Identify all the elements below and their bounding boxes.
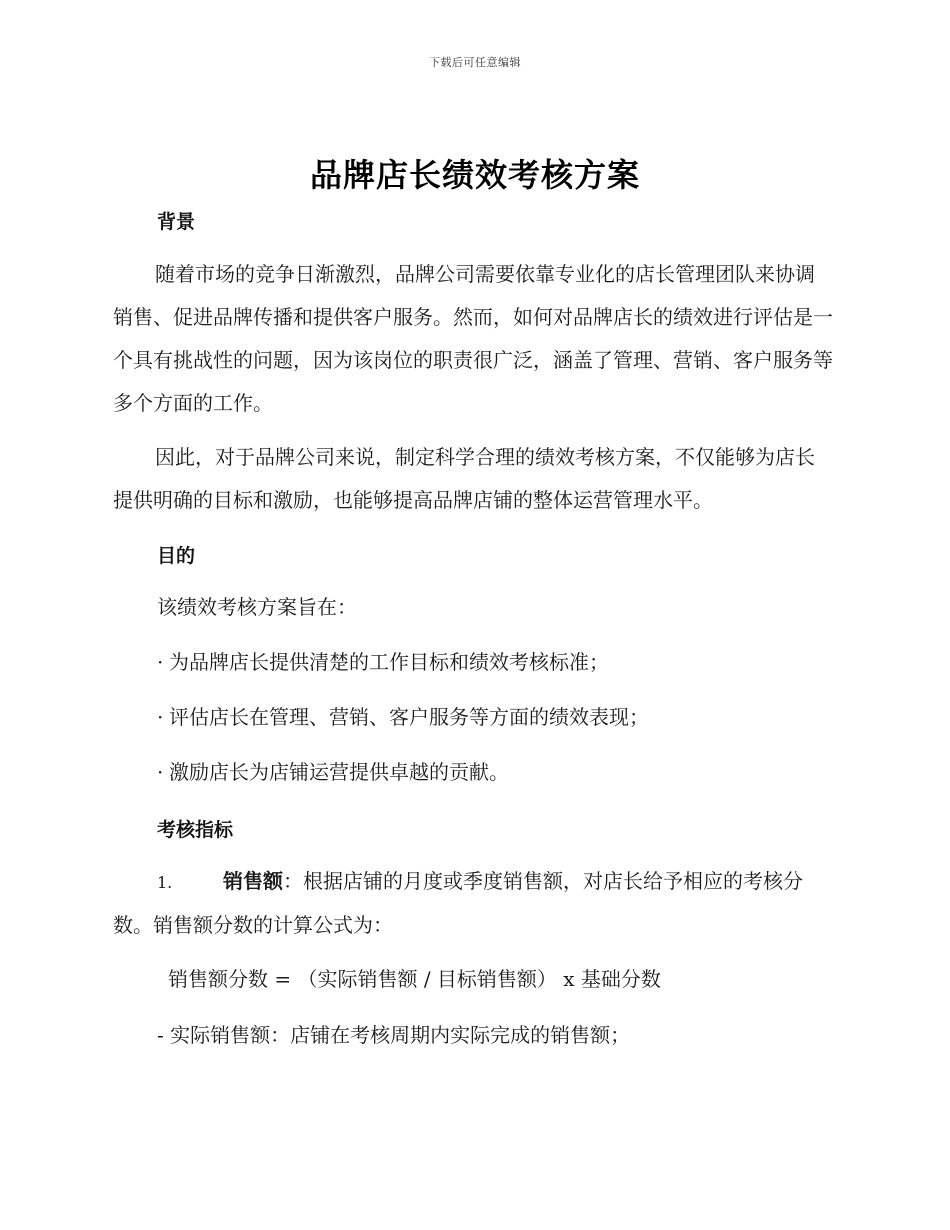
heading-purpose: 目的 [157,545,196,567]
bullet-marker: · [157,705,164,729]
header-note: 下载后可任意编辑 [429,56,521,69]
item-number: 1. [157,873,173,892]
bullet-text: 评估店长在管理、营销、客户服务等方面的绩效表现； [169,705,649,729]
bullet-marker: · [157,650,164,674]
heading-indicators: 考核指标 [157,819,234,841]
bullet-text: 激励店长为店铺运营提供卓越的贡献。 [169,760,509,784]
item-text: ：根据店铺的月度或季度销售额，对店长给予相应的考核分数。销售额分数的计算公式为： [113,869,803,937]
purpose-bullet-2 [157,702,649,732]
indicator-item-1 [113,860,833,947]
page-title: 品牌店长绩效考核方案 [309,156,640,194]
purpose-intro: 该绩效考核方案旨在： [157,595,357,619]
purpose-bullet-1 [157,647,609,677]
purpose-bullet-3 [157,757,509,787]
item-term: 销售额 [223,869,283,893]
actual-sales-definition: - 实际销售额：店铺在考核周期内实际完成的销售额； [157,1023,631,1047]
bullet-marker: · [157,760,164,784]
bullet-text: 为品牌店长提供清楚的工作目标和绩效考核标准； [169,650,609,674]
background-paragraph-2: 因此，对于品牌公司来说，制定科学合理的绩效考核方案，不仅能够为店长提供明确的目标和激励，也能够提高品牌店铺的整体运营管理水平。 [113,445,815,512]
heading-background: 背景 [157,211,196,233]
sales-score-formula: 销售额分数 = （实际销售额 / 目标销售额） x 基础分数 [168,967,661,991]
background-paragraph-1: 随着市场的竞争日渐激烈，品牌公司需要依靠专业化的店长管理团队来协调销售、促进品牌传播和提供客户服务。然而，如何对品牌店长的绩效进行评估是一个具有挑战性的问题，因为该岗位的职责很广泛，涵盖了管理、营销、客户服务等多个方面的工作。 [113,262,833,415]
